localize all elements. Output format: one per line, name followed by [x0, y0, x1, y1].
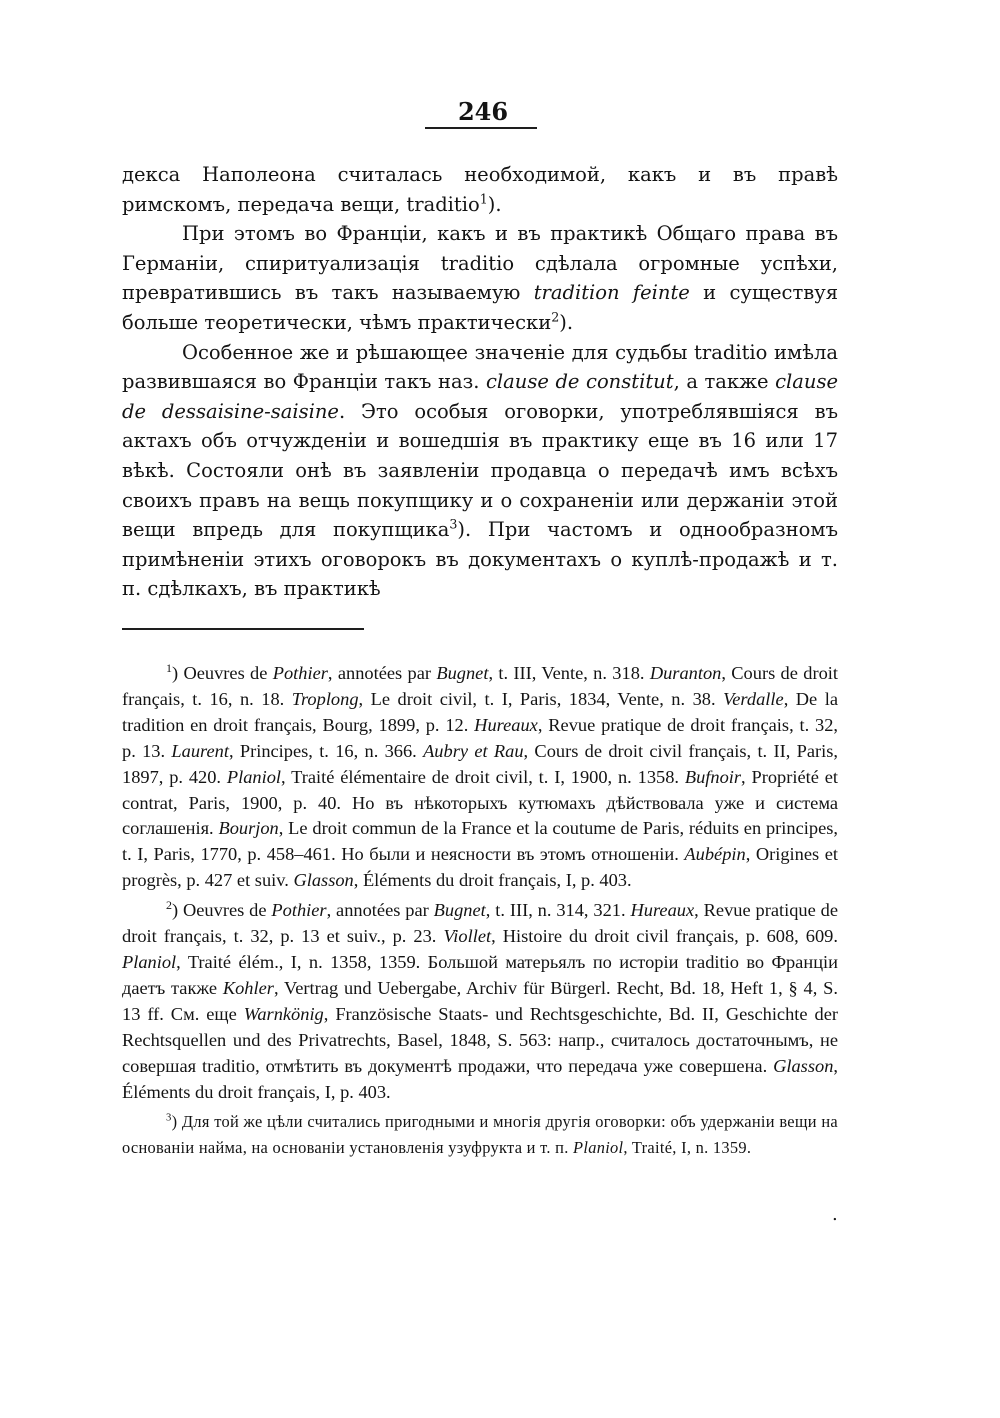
italic-run: Glasson: [773, 1055, 834, 1076]
text-run: , Französische Staats- und Rechtsgeschichte, Bd. II, Geschichte der Rechtsquellen und des Privatrechts, Basel, 1848, S. 563: напр., считалось достаточнымъ, не совершая traditio, отмѣтить въ документѣ продажи, что передача уже совершена.: [122, 1003, 838, 1076]
text-run: , а также: [673, 370, 776, 394]
italic-run: Bugnet: [433, 900, 486, 921]
italic-run: Hureaux: [474, 714, 538, 735]
footnote-marker: 2: [166, 898, 172, 913]
italic-run: Aubépin: [684, 844, 746, 865]
text-run: , Origines et progrès, p. 427 et suiv.: [122, 844, 838, 891]
footnote-2: [122, 898, 838, 1105]
italic-run: Pothier: [272, 663, 328, 683]
italic-run: Bufnoir: [684, 766, 742, 787]
footnote-separator-rule: [122, 628, 364, 630]
footnote-marker: 1: [166, 660, 172, 675]
text-run: Особенное же и рѣшающее значеніе для судьбы traditio имѣла развившаяся во Франціи такъ наз.: [122, 340, 838, 394]
italic-run: Pothier: [271, 900, 327, 921]
text-run: , Cours de droit français, t. 16, n. 18.: [122, 663, 838, 709]
text-run: , Traité, I, n. 1359.: [623, 1138, 752, 1158]
text-run: ) Для той же цѣли считались пригодными и многія другія оговорки: объ удержаніи вещи на основаніи найма, на основаніи установленія узуфрукта и т. п.: [122, 1112, 838, 1158]
italic-run: Viollet: [443, 926, 492, 947]
italic-run: Duranton: [649, 663, 722, 683]
text-run: При этомъ во Франціи, какъ и въ практикѣ Общаго права въ Германіи, спиритуализація traditio сдѣлала огромные успѣхи, превратившись въ такъ называемую: [122, 222, 838, 305]
text-run: , Cours de droit civil français, t. II, Paris, 1897, p. 420.: [122, 740, 838, 787]
italic-run: Planiol: [226, 766, 282, 787]
text-run: , Revue pratique de droit français, t. 32, p. 13.: [122, 714, 838, 761]
body-paragraph-3: [122, 338, 838, 604]
text-run: , Histoire du droit civil français, p. 608, 609.: [491, 926, 838, 947]
footnote-3: [122, 1109, 838, 1161]
italic-run: Aubry et Rau: [423, 740, 524, 761]
italic-run: Kohler: [222, 977, 274, 998]
text-run: и существуя больше теоретически, чѣмъ практически: [122, 281, 838, 334]
text-run: , Éléments du droit français, I, p. 403.: [353, 870, 632, 891]
italic-run: Laurent: [171, 740, 229, 761]
italic-run: Verdalle: [723, 688, 784, 709]
text-run: , Traité élém., I, n. 1358, 1359. Большой матерьялъ по исторіи traditio во Франціи даетъ также: [122, 951, 838, 998]
text-run: , t. III, Vente, n. 318.: [488, 663, 650, 683]
text-run: , Principes, t. 16, n. 366.: [228, 740, 424, 761]
text-run: , Le droit civil, t. I, Paris, 1834, Vente, n. 38.: [358, 688, 724, 709]
text-run: ).: [487, 192, 502, 216]
footnotes: [122, 661, 838, 1161]
text-run: , annotées par: [327, 663, 437, 683]
italic-run: Warnkönig: [243, 1003, 324, 1024]
text-run: , Propriété et contrat, Paris, 1900, p. 40. Но въ нѣкоторыхъ кутюмахъ дѣйствовала уже и система соглашенія.: [122, 766, 838, 839]
page-number: 246: [457, 97, 509, 126]
footnote-marker: 3: [449, 516, 458, 532]
text-run: . Это особыя оговорки, употреблявшіяся въ актахъ объ отчужденіи и вошедшія въ практику еще въ 16 или 17 вѣкѣ. Состояли онѣ въ заявленіи продавца о передачѣ имъ всѣхъ своихъ правъ на вещь покупщику и о сохраненіи или держаніи этой вещи впредь для покупщика: [122, 399, 839, 542]
footnote-marker: 2: [551, 309, 560, 325]
page-number-rule: [425, 127, 537, 129]
text-run: , De la tradition en droit français, Bourg, 1899, p. 12.: [122, 688, 838, 735]
italic-run: tradition feinte: [533, 281, 690, 305]
italic-run: clause de constitut: [486, 370, 674, 394]
body-paragraph-1: [122, 160, 838, 219]
text-run: , Le droit commun de la France et la coutume de Paris, réduits en principes, t. I, Paris, 1770, p. 458–461. Но были и неясности въ этомъ отношеніи.: [122, 818, 838, 865]
text-run: , Éléments du droit français, I, p. 403.: [122, 1055, 838, 1102]
italic-run: Glasson: [293, 870, 354, 891]
text-run: , Traité élémentaire de droit civil, t. I, 1900, n. 1358.: [281, 766, 685, 787]
italic-run: Hureaux: [630, 900, 695, 921]
italic-run: Bugnet: [436, 663, 489, 683]
footnote-marker: 3: [166, 1112, 172, 1124]
text-run: , Vertrag und Uebergabe, Archiv für Bürgerl. Recht, Bd. 18, Heft 1, § 4, S. 13 ff. См. еще: [122, 977, 838, 1024]
text-run: , Revue pratique de droit français, t. 32, p. 13 et suiv., p. 23.: [122, 900, 838, 947]
italic-run: clause de dessaisine-saisine: [122, 370, 839, 423]
footnote-1: [122, 661, 838, 894]
body-paragraph-2: [122, 219, 838, 337]
italic-run: Bourjon: [218, 818, 279, 839]
stray-dot-mark: .: [832, 1204, 838, 1225]
body-text: [122, 160, 838, 604]
text-run: ) Oeuvres de: [171, 900, 272, 921]
text-run: , annotées par: [326, 900, 434, 921]
text-run: , t. III, n. 314, 321.: [485, 900, 631, 921]
text-run: декса Наполеона считалась необходимой, какъ и въ правѣ римскомъ, передача вещи, traditio: [122, 163, 838, 216]
footnote-marker: 1: [479, 191, 488, 207]
italic-run: Planiol: [122, 951, 177, 972]
text-run: ) Oeuvres de: [171, 663, 273, 683]
text-run: ). При частомъ и однообразномъ примѣненіи этихъ оговорокъ въ документахъ о куплѣ-продажѣ и т. п. сдѣлкахъ, въ практикѣ: [122, 518, 838, 601]
italic-run: Planiol: [573, 1138, 624, 1158]
italic-run: Troplong: [291, 688, 359, 709]
text-run: ).: [559, 310, 574, 334]
